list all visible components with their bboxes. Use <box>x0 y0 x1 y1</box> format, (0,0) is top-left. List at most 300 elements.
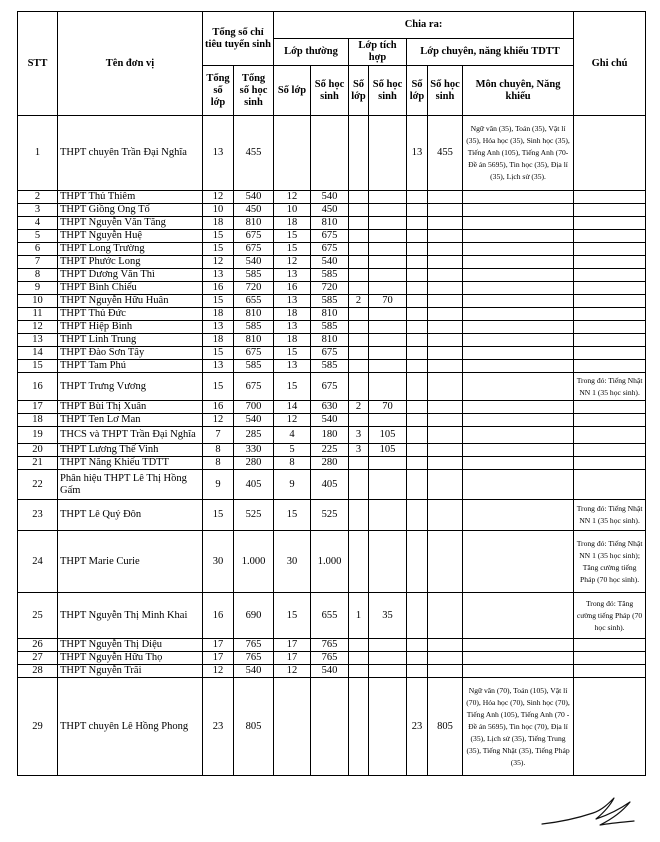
row-integrated-students: 70 <box>369 295 407 308</box>
row-unit-name: THPT Lê Quý Đôn <box>58 500 203 531</box>
header-subjects: Môn chuyên, Năng khiếu <box>463 66 574 116</box>
row-total-classes: 18 <box>203 308 234 321</box>
row-total-students: 525 <box>234 500 274 531</box>
table-row <box>18 470 646 500</box>
row-regular-classes: 4 <box>274 427 311 444</box>
row-integrated-students: 105 <box>369 444 407 457</box>
row-notes <box>574 295 646 308</box>
row-total-classes: 8 <box>203 444 234 457</box>
table-row <box>18 282 646 295</box>
row-regular-students: 810 <box>311 217 349 230</box>
row-integrated-students <box>369 204 407 217</box>
row-subjects <box>463 665 574 678</box>
row-stt: 29 <box>18 678 58 776</box>
row-subjects <box>463 334 574 347</box>
row-subjects <box>463 639 574 652</box>
table-row <box>18 665 646 678</box>
row-specialized-students <box>428 191 463 204</box>
row-regular-students: 765 <box>311 652 349 665</box>
row-notes <box>574 678 646 776</box>
table-row <box>18 256 646 269</box>
row-total-students: 1.000 <box>234 531 274 593</box>
row-specialized-classes <box>407 444 428 457</box>
row-specialized-students <box>428 414 463 427</box>
row-specialized-classes <box>407 347 428 360</box>
row-integrated-classes <box>349 116 369 191</box>
row-total-students: 455 <box>234 116 274 191</box>
row-total-classes: 16 <box>203 593 234 639</box>
row-regular-students: 540 <box>311 256 349 269</box>
row-regular-classes: 18 <box>274 308 311 321</box>
row-specialized-students <box>428 347 463 360</box>
row-subjects <box>463 373 574 401</box>
row-specialized-classes <box>407 191 428 204</box>
row-unit-name: THPT Nguyễn Văn Tăng <box>58 217 203 230</box>
row-specialized-classes <box>407 360 428 373</box>
header-specialized-classes: Số lớp <box>407 66 428 116</box>
row-regular-students: 585 <box>311 295 349 308</box>
table-row <box>18 204 646 217</box>
row-total-students: 675 <box>234 347 274 360</box>
row-integrated-classes: 2 <box>349 401 369 414</box>
row-integrated-classes <box>349 334 369 347</box>
row-total-classes: 16 <box>203 401 234 414</box>
row-subjects: Ngữ văn (35), Toán (35), Vật lí (35), Hóa học (35), Sinh học (35), Tiếng Anh (105), Tiếng Anh (70- Đề án 5695), Tin học (35), Địa lí (35), Lịch sử (35). <box>463 116 574 191</box>
table-row <box>18 321 646 334</box>
row-unit-name: THPT Linh Trung <box>58 334 203 347</box>
row-specialized-students <box>428 639 463 652</box>
row-specialized-classes <box>407 373 428 401</box>
header-total-classes: Tổng số lớp <box>203 66 234 116</box>
row-specialized-students <box>428 269 463 282</box>
row-integrated-students <box>369 334 407 347</box>
row-stt: 23 <box>18 500 58 531</box>
row-unit-name: THPT Bùi Thị Xuân <box>58 401 203 414</box>
row-integrated-classes <box>349 243 369 256</box>
row-regular-students: 675 <box>311 373 349 401</box>
row-total-classes: 18 <box>203 334 234 347</box>
row-total-students: 540 <box>234 665 274 678</box>
table-row <box>18 652 646 665</box>
row-total-classes: 17 <box>203 652 234 665</box>
row-integrated-students <box>369 191 407 204</box>
row-specialized-students <box>428 282 463 295</box>
header-unit-name: Tên đơn vị <box>58 12 203 116</box>
row-specialized-classes <box>407 531 428 593</box>
row-notes <box>574 360 646 373</box>
row-regular-classes: 15 <box>274 230 311 243</box>
row-stt: 26 <box>18 639 58 652</box>
row-integrated-classes <box>349 639 369 652</box>
row-total-classes: 12 <box>203 256 234 269</box>
row-integrated-students <box>369 269 407 282</box>
row-subjects <box>463 401 574 414</box>
row-notes <box>574 230 646 243</box>
row-unit-name: THPT Nguyễn Hữu Huân <box>58 295 203 308</box>
row-notes <box>574 282 646 295</box>
row-unit-name: THCS và THPT Trần Đại Nghĩa <box>58 427 203 444</box>
row-notes <box>574 334 646 347</box>
row-total-students: 700 <box>234 401 274 414</box>
row-total-students: 810 <box>234 308 274 321</box>
row-regular-classes: 9 <box>274 470 311 500</box>
row-unit-name: THPT Nguyễn Thị Diệu <box>58 639 203 652</box>
row-unit-name: THPT Thủ Đức <box>58 308 203 321</box>
row-specialized-classes <box>407 308 428 321</box>
row-regular-classes: 10 <box>274 204 311 217</box>
row-notes: Trong đó: Tiếng Nhật NN 1 (35 học sinh). <box>574 373 646 401</box>
row-total-classes: 13 <box>203 360 234 373</box>
row-integrated-students <box>369 470 407 500</box>
row-total-students: 675 <box>234 373 274 401</box>
enrollment-table <box>17 11 646 776</box>
row-specialized-students <box>428 652 463 665</box>
row-unit-name: THPT Marie Curie <box>58 531 203 593</box>
row-integrated-classes <box>349 282 369 295</box>
row-subjects <box>463 652 574 665</box>
row-subjects <box>463 347 574 360</box>
row-regular-students: 675 <box>311 243 349 256</box>
row-regular-students: 180 <box>311 427 349 444</box>
row-specialized-classes <box>407 639 428 652</box>
row-regular-students: 810 <box>311 308 349 321</box>
row-integrated-classes <box>349 191 369 204</box>
row-notes <box>574 444 646 457</box>
table-row <box>18 334 646 347</box>
row-stt: 27 <box>18 652 58 665</box>
row-subjects <box>463 444 574 457</box>
row-regular-classes: 15 <box>274 500 311 531</box>
row-specialized-classes <box>407 321 428 334</box>
row-specialized-students <box>428 531 463 593</box>
row-subjects <box>463 360 574 373</box>
row-regular-classes <box>274 116 311 191</box>
row-subjects <box>463 500 574 531</box>
row-specialized-students <box>428 204 463 217</box>
row-total-classes: 12 <box>203 665 234 678</box>
row-regular-students: 655 <box>311 593 349 639</box>
row-unit-name: THPT Trưng Vương <box>58 373 203 401</box>
row-integrated-students <box>369 230 407 243</box>
row-notes <box>574 116 646 191</box>
row-total-classes: 18 <box>203 217 234 230</box>
row-stt: 21 <box>18 457 58 470</box>
header-regular: Lớp thường <box>274 39 349 66</box>
row-integrated-students <box>369 217 407 230</box>
row-subjects <box>463 243 574 256</box>
row-subjects <box>463 321 574 334</box>
row-specialized-classes <box>407 230 428 243</box>
row-regular-classes: 13 <box>274 295 311 308</box>
row-integrated-classes: 3 <box>349 444 369 457</box>
row-notes <box>574 256 646 269</box>
row-specialized-students <box>428 593 463 639</box>
row-total-classes: 16 <box>203 282 234 295</box>
row-integrated-classes <box>349 360 369 373</box>
row-total-classes: 23 <box>203 678 234 776</box>
row-total-classes: 13 <box>203 116 234 191</box>
row-subjects <box>463 204 574 217</box>
row-subjects <box>463 282 574 295</box>
table-row <box>18 500 646 531</box>
row-total-students: 765 <box>234 652 274 665</box>
row-integrated-classes <box>349 321 369 334</box>
table-row <box>18 243 646 256</box>
row-integrated-classes <box>349 230 369 243</box>
row-regular-students: 630 <box>311 401 349 414</box>
table-body <box>18 116 646 776</box>
row-total-classes: 15 <box>203 500 234 531</box>
row-stt: 7 <box>18 256 58 269</box>
row-subjects <box>463 414 574 427</box>
row-regular-classes: 17 <box>274 652 311 665</box>
row-integrated-classes <box>349 204 369 217</box>
row-regular-students <box>311 116 349 191</box>
row-notes <box>574 639 646 652</box>
row-integrated-classes <box>349 531 369 593</box>
row-regular-classes <box>274 678 311 776</box>
row-integrated-students <box>369 243 407 256</box>
row-integrated-students <box>369 321 407 334</box>
header-breakdown: Chia ra: <box>274 12 574 39</box>
row-integrated-classes <box>349 373 369 401</box>
row-total-students: 720 <box>234 282 274 295</box>
row-subjects <box>463 593 574 639</box>
row-specialized-students <box>428 373 463 401</box>
row-integrated-classes <box>349 308 369 321</box>
row-notes <box>574 414 646 427</box>
row-total-students: 810 <box>234 334 274 347</box>
row-total-classes: 13 <box>203 269 234 282</box>
row-specialized-students <box>428 230 463 243</box>
row-integrated-classes <box>349 217 369 230</box>
row-subjects <box>463 256 574 269</box>
row-notes <box>574 401 646 414</box>
row-integrated-students <box>369 347 407 360</box>
row-integrated-classes <box>349 256 369 269</box>
row-regular-classes: 12 <box>274 256 311 269</box>
row-regular-classes: 15 <box>274 243 311 256</box>
table-row <box>18 308 646 321</box>
row-stt: 22 <box>18 470 58 500</box>
row-unit-name: THPT Long Trường <box>58 243 203 256</box>
row-total-classes: 10 <box>203 204 234 217</box>
row-stt: 13 <box>18 334 58 347</box>
row-regular-classes: 15 <box>274 373 311 401</box>
row-total-classes: 17 <box>203 639 234 652</box>
header-regular-students: Số học sinh <box>311 66 349 116</box>
row-integrated-classes <box>349 457 369 470</box>
row-regular-students: 540 <box>311 665 349 678</box>
row-notes <box>574 470 646 500</box>
row-specialized-classes <box>407 500 428 531</box>
row-specialized-classes <box>407 243 428 256</box>
row-specialized-classes <box>407 470 428 500</box>
row-subjects: Ngữ văn (70), Toán (105), Vật lí (70), Hóa học (70), Sinh học (70), Tiếng Anh (105), Tiếng Anh (70 - Đề án 5695), Tin học (70), Địa lí (35), Lịch sử (35), Tiếng Trung (35), Tiếng Nhật (35), Tiếng Pháp (35). <box>463 678 574 776</box>
row-unit-name: THPT Nguyễn Trãi <box>58 665 203 678</box>
table-row <box>18 639 646 652</box>
row-specialized-students <box>428 334 463 347</box>
row-regular-students: 540 <box>311 191 349 204</box>
row-subjects <box>463 217 574 230</box>
table-row <box>18 444 646 457</box>
row-stt: 24 <box>18 531 58 593</box>
row-total-students: 285 <box>234 427 274 444</box>
row-specialized-students <box>428 243 463 256</box>
row-notes <box>574 321 646 334</box>
row-integrated-classes <box>349 652 369 665</box>
row-stt: 17 <box>18 401 58 414</box>
row-specialized-students: 455 <box>428 116 463 191</box>
row-total-students: 280 <box>234 457 274 470</box>
row-specialized-classes <box>407 652 428 665</box>
row-total-classes: 13 <box>203 321 234 334</box>
table-row <box>18 217 646 230</box>
table-row <box>18 360 646 373</box>
row-regular-students: 585 <box>311 269 349 282</box>
table-row <box>18 414 646 427</box>
row-subjects <box>463 308 574 321</box>
header-integrated: Lớp tích hợp <box>349 39 407 66</box>
header-regular-classes: Số lớp <box>274 66 311 116</box>
row-integrated-students <box>369 282 407 295</box>
row-stt: 2 <box>18 191 58 204</box>
row-stt: 15 <box>18 360 58 373</box>
row-regular-students: 765 <box>311 639 349 652</box>
row-total-classes: 15 <box>203 230 234 243</box>
row-regular-students: 225 <box>311 444 349 457</box>
row-subjects <box>463 470 574 500</box>
row-regular-classes: 15 <box>274 593 311 639</box>
row-specialized-classes <box>407 665 428 678</box>
row-subjects <box>463 191 574 204</box>
row-regular-students: 720 <box>311 282 349 295</box>
row-integrated-students <box>369 531 407 593</box>
row-specialized-students <box>428 444 463 457</box>
row-unit-name: Phân hiệu THPT Lê Thị Hồng Gấm <box>58 470 203 500</box>
row-integrated-classes <box>349 470 369 500</box>
row-specialized-classes <box>407 427 428 444</box>
row-notes: Trong đó: Tiếng Nhật NN 1 (35 học sinh); Tăng cường tiếng Pháp (70 học sinh). <box>574 531 646 593</box>
row-total-classes: 15 <box>203 347 234 360</box>
header-specialized-students: Số học sinh <box>428 66 463 116</box>
table-row <box>18 191 646 204</box>
row-regular-students: 675 <box>311 230 349 243</box>
row-notes <box>574 665 646 678</box>
row-total-students: 805 <box>234 678 274 776</box>
row-subjects <box>463 531 574 593</box>
row-total-students: 690 <box>234 593 274 639</box>
row-regular-students: 450 <box>311 204 349 217</box>
row-notes: Trong đó: Tiếng Nhật NN 1 (35 học sinh). <box>574 500 646 531</box>
row-integrated-students: 70 <box>369 401 407 414</box>
row-specialized-students <box>428 256 463 269</box>
row-stt: 25 <box>18 593 58 639</box>
row-specialized-classes: 23 <box>407 678 428 776</box>
row-subjects <box>463 457 574 470</box>
header-total-target: Tổng số chỉ tiêu tuyển sinh <box>203 12 274 66</box>
row-specialized-classes <box>407 457 428 470</box>
row-unit-name: THPT chuyên Lê Hồng Phong <box>58 678 203 776</box>
row-notes <box>574 191 646 204</box>
table-row <box>18 531 646 593</box>
row-total-classes: 30 <box>203 531 234 593</box>
row-stt: 6 <box>18 243 58 256</box>
header-notes: Ghi chú <box>574 12 646 116</box>
row-integrated-students: 105 <box>369 427 407 444</box>
row-specialized-classes <box>407 334 428 347</box>
row-specialized-students <box>428 308 463 321</box>
row-integrated-students <box>369 116 407 191</box>
row-total-classes: 12 <box>203 191 234 204</box>
row-specialized-classes: 13 <box>407 116 428 191</box>
row-regular-classes: 8 <box>274 457 311 470</box>
row-notes <box>574 308 646 321</box>
row-specialized-classes <box>407 282 428 295</box>
row-regular-classes: 16 <box>274 282 311 295</box>
row-subjects <box>463 295 574 308</box>
row-regular-students <box>311 678 349 776</box>
row-regular-classes: 13 <box>274 269 311 282</box>
row-integrated-students <box>369 308 407 321</box>
row-stt: 18 <box>18 414 58 427</box>
row-integrated-classes: 1 <box>349 593 369 639</box>
row-integrated-students <box>369 639 407 652</box>
row-stt: 10 <box>18 295 58 308</box>
row-stt: 19 <box>18 427 58 444</box>
row-integrated-classes: 3 <box>349 427 369 444</box>
row-unit-name: THPT Bình Chiểu <box>58 282 203 295</box>
table-row <box>18 373 646 401</box>
row-specialized-classes <box>407 269 428 282</box>
row-specialized-classes <box>407 401 428 414</box>
row-specialized-classes <box>407 256 428 269</box>
row-regular-students: 675 <box>311 347 349 360</box>
row-unit-name: THPT Lương Thế Vinh <box>58 444 203 457</box>
row-specialized-students <box>428 457 463 470</box>
row-regular-classes: 12 <box>274 191 311 204</box>
row-total-students: 330 <box>234 444 274 457</box>
row-total-students: 675 <box>234 230 274 243</box>
row-integrated-students <box>369 500 407 531</box>
row-regular-classes: 12 <box>274 414 311 427</box>
row-total-classes: 7 <box>203 427 234 444</box>
row-integrated-students <box>369 678 407 776</box>
row-unit-name: THPT Nguyễn Thị Minh Khai <box>58 593 203 639</box>
row-total-classes: 15 <box>203 295 234 308</box>
row-stt: 5 <box>18 230 58 243</box>
row-specialized-classes <box>407 217 428 230</box>
row-unit-name: THPT Nguyễn Hữu Thọ <box>58 652 203 665</box>
row-notes: Trong đó: Tăng cường tiếng Pháp (70 học sinh). <box>574 593 646 639</box>
row-unit-name: THPT Đào Sơn Tây <box>58 347 203 360</box>
row-specialized-students <box>428 427 463 444</box>
row-total-students: 655 <box>234 295 274 308</box>
row-total-students: 540 <box>234 191 274 204</box>
row-stt: 11 <box>18 308 58 321</box>
row-stt: 1 <box>18 116 58 191</box>
row-unit-name: THPT Ten Lơ Man <box>58 414 203 427</box>
row-total-students: 540 <box>234 256 274 269</box>
table-row <box>18 347 646 360</box>
row-regular-students: 405 <box>311 470 349 500</box>
row-stt: 14 <box>18 347 58 360</box>
row-integrated-classes <box>349 665 369 678</box>
row-unit-name: THPT Dương Văn Thì <box>58 269 203 282</box>
row-integrated-classes <box>349 269 369 282</box>
row-stt: 4 <box>18 217 58 230</box>
row-integrated-students <box>369 457 407 470</box>
